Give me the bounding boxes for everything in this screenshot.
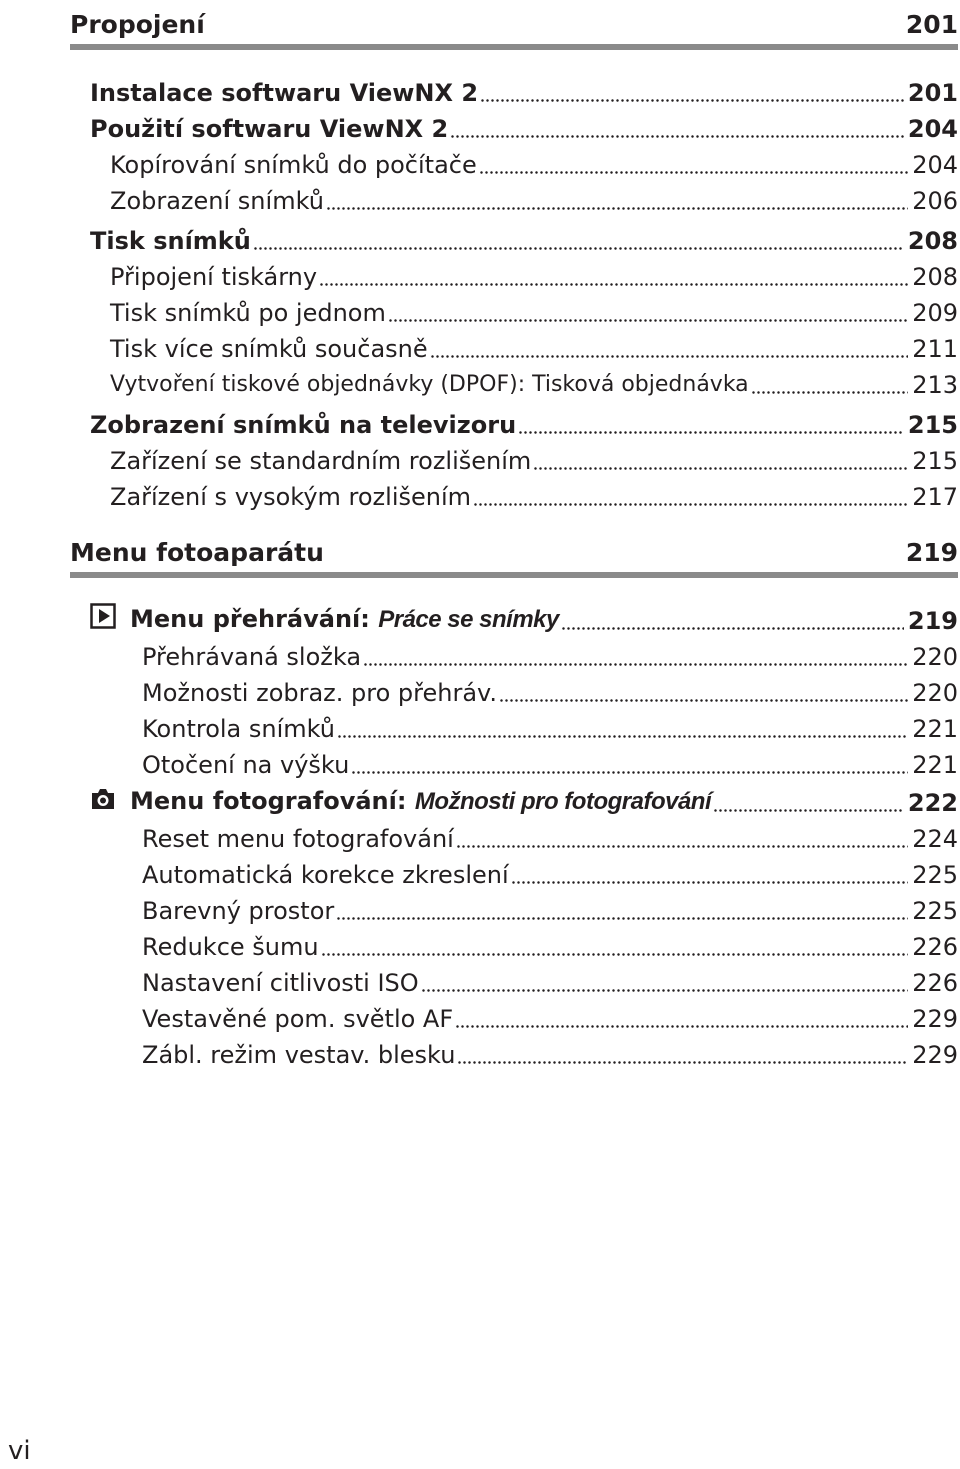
toc-entry[interactable]: Instalace softwaru ViewNX 2 201: [90, 79, 958, 107]
toc-entry[interactable]: Zařízení s vysokým rozlišením 217: [110, 483, 958, 511]
section-rule: [70, 572, 958, 578]
toc-entry[interactable]: Automatická korekce zkreslení 225: [142, 861, 958, 889]
toc-entry[interactable]: Tisk snímků 208: [90, 227, 958, 255]
toc-entry[interactable]: Otočení na výšku 221: [142, 751, 958, 779]
toc-entry[interactable]: Barevný prostor 225: [142, 897, 958, 925]
section-page: 219: [905, 538, 958, 567]
toc-entry[interactable]: Tisk více snímků současně 211: [110, 335, 958, 363]
section-title: Menu fotoaparátu: [70, 538, 324, 567]
toc-entry[interactable]: Zařízení se standardním rozlišením 215: [110, 447, 958, 475]
toc-entry[interactable]: Nastavení citlivosti ISO 226: [142, 969, 958, 997]
toc-entry[interactable]: Tisk snímků po jednom 209: [110, 299, 958, 327]
toc-entry[interactable]: Zobrazení snímků na televizoru 215: [90, 411, 958, 439]
section-page: 201: [905, 10, 958, 39]
toc-entry[interactable]: Vestavěné pom. světlo AF 229: [142, 1005, 958, 1033]
toc-entry[interactable]: Redukce šumu 226: [142, 933, 958, 961]
section-heading-menu-fotoaparatu: [70, 528, 958, 568]
toc-entry[interactable]: Vytvoření tiskové objednávky (DPOF): Tisková objednávka 213: [110, 371, 958, 399]
toc-entry[interactable]: Kopírování snímků do počítače 204: [110, 151, 958, 179]
toc-entry[interactable]: Použití softwaru ViewNX 2 204: [90, 115, 958, 143]
section-title: Propojení: [70, 10, 205, 39]
toc-entry-shooting-menu[interactable]: Menu fotografování: Možnosti pro fotografování 222: [90, 782, 958, 818]
toc-entry[interactable]: Možnosti zobraz. pro přehráv. 220: [142, 679, 958, 707]
toc-entry[interactable]: Připojení tiskárny 208: [110, 263, 958, 291]
toc-entry-playback-menu[interactable]: Menu přehrávání: Práce se snímky 219: [90, 600, 958, 636]
section-heading-propojeni: [70, 0, 958, 40]
camera-icon: [90, 787, 118, 818]
playback-icon: [90, 603, 118, 636]
toc-entry[interactable]: Kontrola snímků 221: [142, 715, 958, 743]
toc-entry[interactable]: Zábl. režim vestav. blesku 229: [142, 1041, 958, 1069]
toc-entry[interactable]: Přehrávaná složka 220: [142, 643, 958, 671]
page-number: vi: [8, 1436, 31, 1466]
toc-entry[interactable]: Zobrazení snímků 206: [110, 187, 958, 215]
toc-entry[interactable]: Reset menu fotografování 224: [142, 825, 958, 853]
section-rule: [70, 44, 958, 50]
